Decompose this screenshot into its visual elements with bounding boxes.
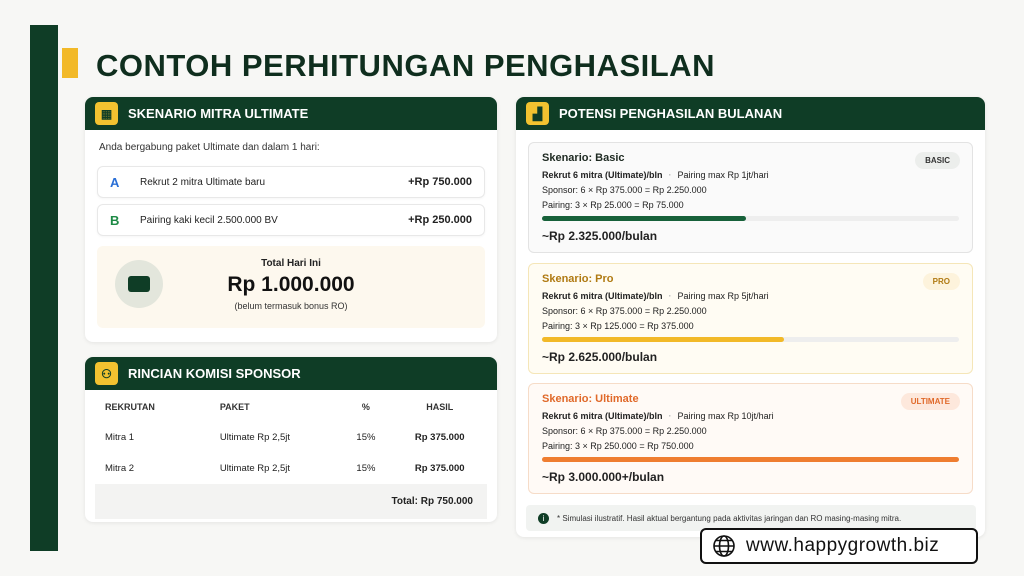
tier-badge: BASIC — [915, 152, 960, 169]
progress-fill — [542, 216, 746, 221]
progress-fill — [542, 337, 784, 342]
total-row — [95, 484, 487, 519]
bar-chart-icon: ▟ — [526, 102, 549, 125]
total-value: Rp 1.000.000 — [227, 273, 355, 296]
col-header: PAKET — [219, 402, 250, 412]
progress-track — [542, 457, 959, 462]
pairing-calc: Pairing: 3 × Rp 125.000 = Rp 375.000 — [542, 321, 694, 331]
title-accent — [62, 48, 78, 78]
monthly-amount: ~Rp 2.625.000/bulan — [542, 350, 658, 364]
potential-header: POTENSI PENGHASILAN BULANAN — [559, 106, 783, 121]
tier-badge: PRO — [923, 273, 960, 290]
scenario-header: SKENARIO MITRA ULTIMATE — [128, 106, 309, 121]
pairing-max: Pairing max Rp 1jt/hari — [677, 170, 769, 180]
potential-panel — [516, 97, 985, 537]
scenario-panel — [85, 97, 497, 342]
recruit-text: Rekrut 6 mitra (Ultimate)/bln — [542, 291, 663, 301]
hierarchy-icon: ⚇ — [95, 362, 118, 385]
calculator-icon: ▦ — [95, 102, 118, 125]
col-header: HASIL — [426, 402, 454, 412]
scenario-item — [97, 204, 485, 236]
scenario-card: Skenario: Pro PRO Rekrut 6 mitra (Ultimate)/bln · Pairing max Rp 5jt/hari Sponsor: 6 × Rp 375.000 = Rp 2.250.000 Pairing: 3 × Rp 125.000 = Rp 375.000 ~Rp 2.625.000/bulan — [528, 263, 973, 374]
col-header: % — [361, 402, 370, 412]
scenario-card: Skenario: Ultimate ULTIMATE Rekrut 6 mitra (Ultimate)/bln · Pairing max Rp 10jt/hari Sponsor: 6 × Rp 375.000 = Rp 2.250.000 Pairing: 3 × Rp 250.000 = Rp 750.000 ~Rp 3.000.000+/bulan — [528, 383, 973, 494]
monthly-amount: ~Rp 3.000.000+/bulan — [542, 470, 665, 484]
item-letter: A — [110, 174, 120, 190]
total-note: (belum termasuk bonus RO) — [234, 301, 348, 311]
item-value: +Rp 250.000 — [408, 214, 472, 226]
pairing-max: Pairing max Rp 5jt/hari — [677, 291, 769, 301]
page-title: CONTOH PERHITUNGAN PENGHASILAN — [96, 48, 715, 83]
scenario-intro: Anda bergabung paket Ultimate dan dalam 1 hari: — [99, 142, 320, 153]
scenario-card: Skenario: Basic BASIC Rekrut 6 mitra (Ultimate)/bln · Pairing max Rp 1jt/hari Sponsor: 6 × Rp 375.000 = Rp 2.250.000 Pairing: 3 × Rp 25.000 = Rp 75.000 ~Rp 2.325.000/bulan — [528, 142, 973, 253]
item-letter: B — [110, 212, 120, 228]
sponsor-calc: Sponsor: 6 × Rp 375.000 = Rp 2.250.000 — [542, 426, 707, 436]
card-title: Skenario: Basic — [542, 152, 625, 164]
card-title: Skenario: Ultimate — [542, 393, 639, 405]
total-box — [97, 246, 485, 328]
sponsor-calc: Sponsor: 6 × Rp 375.000 = Rp 2.250.000 — [542, 306, 707, 316]
progress-fill — [542, 457, 959, 462]
cell: Mitra 1 — [105, 432, 135, 443]
progress-track — [542, 216, 959, 221]
disclaimer-text: * Simulasi ilustratif. Hasil aktual bergantung pada aktivitas jaringan dan RO masing-masing mitra. — [557, 513, 902, 523]
pairing-calc: Pairing: 3 × Rp 25.000 = Rp 75.000 — [542, 200, 684, 210]
website-badge[interactable] — [700, 528, 978, 564]
item-text: Rekrut 2 mitra Ultimate baru — [140, 176, 266, 188]
recruit-text: Rekrut 6 mitra (Ultimate)/bln — [542, 411, 663, 421]
item-text: Pairing kaki kecil 2.500.000 BV — [140, 214, 278, 226]
scenario-item — [97, 166, 485, 198]
cell: 15% — [356, 463, 376, 474]
cell: Mitra 2 — [105, 463, 135, 474]
cell: Rp 375.000 — [414, 432, 465, 443]
card-title: Skenario: Pro — [542, 273, 614, 285]
total-label: Total Hari Ini — [261, 258, 321, 269]
cell: Ultimate Rp 2,5jt — [219, 432, 291, 443]
table-row — [95, 422, 487, 453]
col-header: REKRUTAN — [105, 402, 155, 412]
pairing-calc: Pairing: 3 × Rp 250.000 = Rp 750.000 — [542, 441, 694, 451]
commission-panel — [85, 357, 497, 522]
pairing-max: Pairing max Rp 10jt/hari — [677, 411, 774, 421]
commission-header: RINCIAN KOMISI SPONSOR — [128, 366, 301, 381]
monthly-amount: ~Rp 2.325.000/bulan — [542, 229, 658, 243]
cell: Ultimate Rp 2,5jt — [219, 463, 291, 474]
tier-badge: ULTIMATE — [901, 393, 960, 410]
commission-total: Total: Rp 750.000 — [95, 484, 487, 519]
progress-track — [542, 337, 959, 342]
globe-icon — [712, 534, 736, 558]
website-url: www.happygrowth.biz — [746, 535, 940, 556]
table-row — [95, 453, 487, 484]
sponsor-calc: Sponsor: 6 × Rp 375.000 = Rp 2.250.000 — [542, 185, 707, 195]
cell: Rp 375.000 — [414, 463, 465, 474]
info-icon: i — [538, 513, 549, 524]
commission-table — [95, 390, 487, 519]
recruit-text: Rekrut 6 mitra (Ultimate)/bln — [542, 170, 663, 180]
item-value: +Rp 750.000 — [408, 176, 472, 188]
cell: 15% — [356, 432, 376, 443]
side-bar-decoration — [30, 25, 58, 551]
